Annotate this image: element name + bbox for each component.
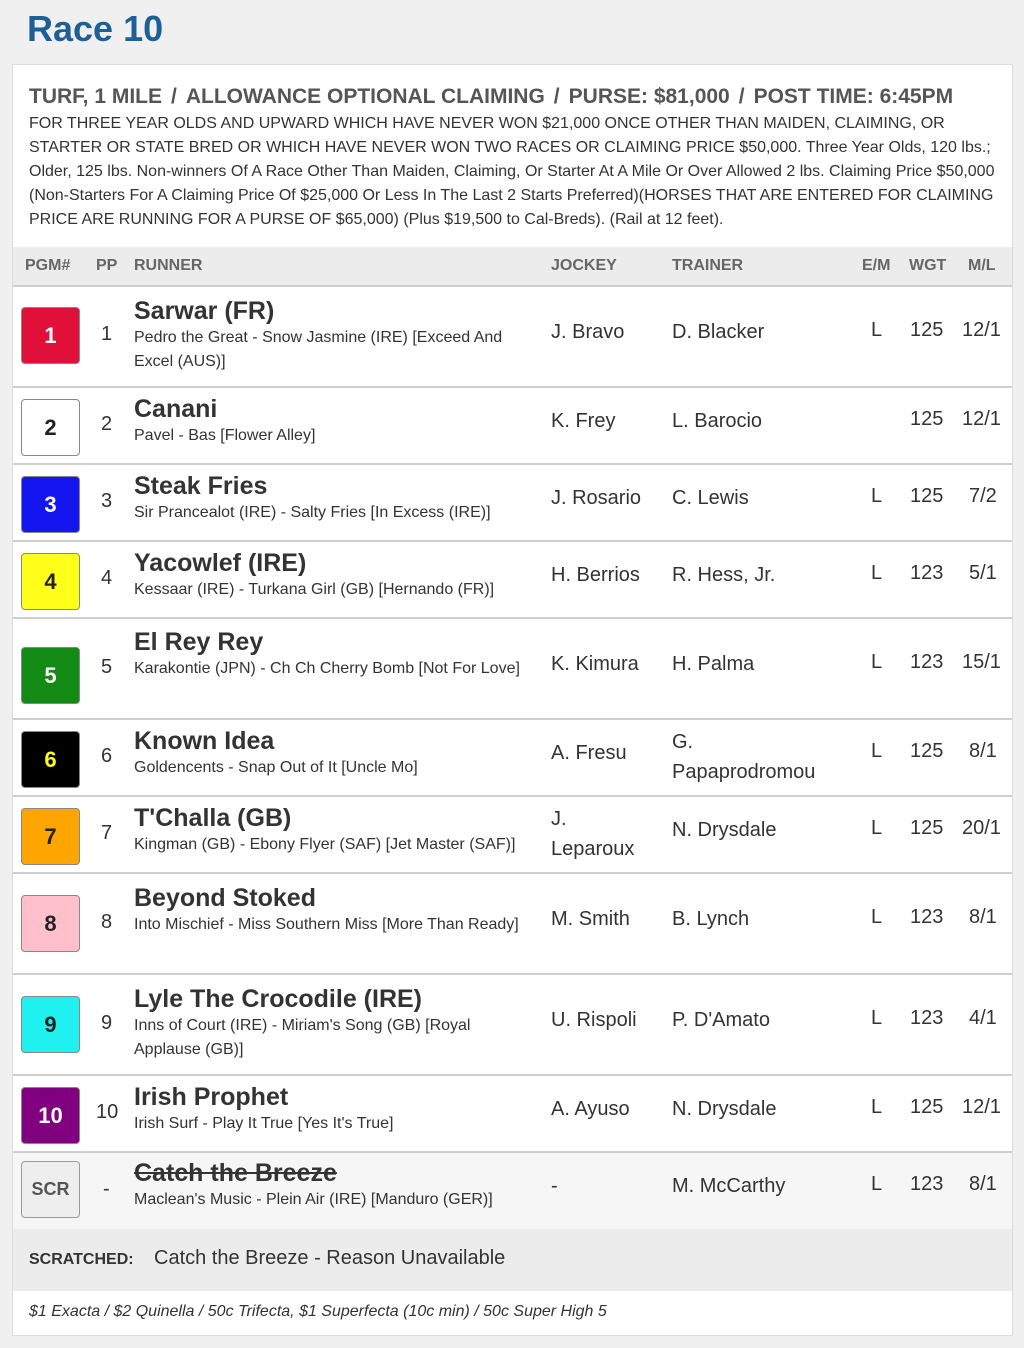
trainer-name[interactable]: R. Hess, Jr. (672, 564, 776, 586)
jockey-name[interactable]: - (551, 1175, 558, 1197)
horse-name[interactable]: Steak Fries (134, 472, 268, 500)
post-position: 9 (101, 1012, 113, 1034)
jockey-name[interactable]: A. Ayuso (551, 1098, 630, 1120)
pedigree: Kingman (GB) - Ebony Flyer (SAF) [Jet Master (SAF)] (134, 836, 516, 853)
morning-line-odds: 4/1 (969, 1007, 997, 1029)
medication-equipment: L (871, 562, 883, 584)
pedigree: Goldencents - Snap Out of It [Uncle Mo] (134, 759, 418, 776)
horse-name[interactable]: T'Challa (GB) (134, 804, 292, 832)
entry-row[interactable] (13, 720, 1012, 797)
race-info (13, 65, 1012, 247)
post-position: 8 (101, 911, 113, 933)
jockey-name[interactable]: H. Berrios (551, 564, 640, 586)
program-number-badge: 2 (21, 399, 80, 456)
medication-equipment: L (871, 817, 883, 839)
entry-row[interactable] (13, 874, 1012, 975)
medication-equipment: L (871, 651, 883, 673)
program-number-badge: SCR (21, 1161, 80, 1218)
post-position: 10 (96, 1101, 119, 1123)
morning-line-odds: 8/1 (969, 906, 997, 928)
col-header-ml: M/L (968, 257, 996, 274)
col-header-pgm: PGM# (25, 257, 71, 274)
runner-cell (134, 296, 534, 374)
morning-line-odds: 12/1 (962, 408, 1001, 430)
entry-row[interactable] (13, 1076, 1012, 1153)
trainer-name[interactable]: L. Barocio (672, 410, 763, 432)
program-number-badge: 8 (21, 895, 80, 952)
trainer-name[interactable]: G. Papaprodromou (672, 731, 816, 783)
horse-name[interactable]: Canani (134, 395, 218, 423)
jockey-name[interactable]: M. Smith (551, 908, 630, 930)
pedigree: Into Mischief - Miss Southern Miss [More Than Ready] (134, 916, 519, 933)
program-number-badge: 4 (21, 553, 80, 610)
program-number-badge: 10 (21, 1087, 80, 1144)
pedigree: Kessaar (IRE) - Turkana Girl (GB) [Hernando (FR)] (134, 581, 495, 598)
jockey-name[interactable]: K. Frey (551, 410, 616, 432)
medication-equipment: L (871, 1007, 883, 1029)
runner-cell (134, 726, 534, 780)
program-number-badge: 9 (21, 996, 80, 1053)
jockey-name[interactable]: A. Fresu (551, 742, 627, 764)
col-header-jockey: JOCKEY (551, 257, 617, 274)
col-header-pp: PP (96, 257, 118, 274)
post-position: - (103, 1178, 110, 1200)
runner-cell (134, 984, 534, 1062)
jockey-name[interactable]: J. Leparoux (551, 808, 635, 860)
jockey-name[interactable]: U. Rispoli (551, 1009, 637, 1031)
program-number-badge: 6 (21, 731, 80, 788)
race-conditions: FOR THREE YEAR OLDS AND UPWARD WHICH HAVE NEVER WON $21,000 ONCE OTHER THAN MAIDEN, CLAIMING, OR STARTER OR STATE BRED OR WHICH HAVE NEVER WON TWO RACES OR CLAIMING PRICE $50,000. Three Year Olds, 120 lbs.; Older, 125 lbs. Non-winners Of A Race Other Than Maiden, Claiming, Or Starter At A Mile Or Over Allowed 2 lbs. Claiming Price $50,000 (Non-Starters For A Claiming Price Of $25,000 Or Less In The Last 2 Starts Preferred)(HORSES THAT ARE ENTERED FOR CLAIMING PRICE ARE RUNNING FOR A PURSE OF $65,000) (Plus $19,500 to Cal-Breds). (Rail at 12 feet). (29, 115, 995, 228)
post-position: 7 (101, 822, 113, 844)
race-post-time: POST TIME: 6:45PM (753, 85, 954, 108)
program-number-badge: 3 (21, 476, 80, 533)
entry-row[interactable] (13, 975, 1012, 1076)
runner-cell (134, 803, 534, 857)
pedigree: Sir Prancealot (IRE) - Salty Fries [In Excess (IRE)] (134, 504, 491, 521)
trainer-name[interactable]: D. Blacker (672, 321, 765, 343)
trainer-name[interactable]: P. D'Amato (672, 1009, 770, 1031)
weight: 123 (910, 562, 944, 584)
jockey-name[interactable]: J. Bravo (551, 321, 625, 343)
horse-name[interactable]: Yacowlef (IRE) (134, 549, 307, 577)
weight: 123 (910, 1173, 944, 1195)
medication-equipment: L (871, 1173, 883, 1195)
entry-row[interactable] (13, 1153, 1012, 1229)
race-headline (29, 84, 996, 110)
entry-row[interactable] (13, 465, 1012, 542)
program-number-badge: 1 (21, 307, 80, 364)
pedigree: Pedro the Great - Snow Jasmine (IRE) [Exceed And Excel (AUS)] (134, 329, 503, 370)
runner-cell (134, 394, 534, 448)
morning-line-odds: 20/1 (962, 817, 1001, 839)
weight: 123 (910, 906, 944, 928)
jockey-name[interactable]: J. Rosario (551, 487, 642, 509)
post-position: 5 (101, 656, 113, 678)
race-type: ALLOWANCE OPTIONAL CLAIMING (185, 85, 545, 108)
program-number-badge: 7 (21, 808, 80, 865)
scratched-label: SCRATCHED: (29, 1251, 134, 1268)
medication-equipment: L (871, 1096, 883, 1118)
runner-cell (134, 1158, 534, 1212)
morning-line-odds: 5/1 (969, 562, 997, 584)
col-header-em: E/M (862, 257, 891, 274)
entry-row[interactable] (13, 797, 1012, 874)
scratched-panel (13, 1229, 1012, 1291)
trainer-name[interactable]: C. Lewis (672, 487, 749, 509)
medication-equipment: L (871, 906, 883, 928)
runner-cell (134, 548, 534, 602)
trainer-name[interactable]: N. Drysdale (672, 1098, 777, 1120)
morning-line-odds: 8/1 (969, 740, 997, 762)
runner-cell (134, 1082, 534, 1136)
scratched-text: Catch the Breeze - Reason Unavailable (154, 1247, 506, 1269)
pedigree: Maclean's Music - Plein Air (IRE) [Manduro (GER)] (134, 1191, 493, 1208)
runner-cell (134, 627, 534, 681)
post-position: 4 (101, 567, 113, 589)
post-position: 1 (101, 323, 113, 345)
col-header-trainer: TRAINER (672, 257, 744, 274)
horse-name[interactable]: Beyond Stoked (134, 884, 316, 912)
pedigree: Inns of Court (IRE) - Miriam's Song (GB) [Royal Applause (GB)] (134, 1017, 471, 1058)
separator: / (738, 85, 745, 108)
morning-line-odds: 7/2 (969, 485, 997, 507)
weight: 123 (910, 1007, 944, 1029)
entries-table-header (13, 247, 1012, 287)
post-position: 6 (101, 745, 113, 767)
runner-cell (134, 883, 534, 937)
program-number-badge: 5 (21, 647, 80, 704)
weight: 125 (910, 319, 944, 341)
morning-line-odds: 8/1 (969, 1173, 997, 1195)
medication-equipment: L (871, 740, 883, 762)
horse-name[interactable]: Sarwar (FR) (134, 297, 275, 325)
weight: 125 (910, 817, 944, 839)
separator: / (553, 85, 560, 108)
medication-equipment: L (871, 319, 883, 341)
col-header-wgt: WGT (909, 257, 947, 274)
entry-row[interactable] (13, 619, 1012, 720)
horse-name[interactable]: Catch the Breeze (134, 1159, 337, 1187)
race-surface-distance: TURF, 1 MILE (29, 85, 163, 108)
horse-name[interactable]: Known Idea (134, 727, 275, 755)
pedigree: Karakontie (JPN) - Ch Ch Cherry Bomb [Not For Love] (134, 660, 520, 677)
weight: 125 (910, 408, 944, 430)
race-card (12, 64, 1013, 1336)
weight: 125 (910, 485, 944, 507)
morning-line-odds: 12/1 (962, 1096, 1001, 1118)
pedigree: Pavel - Bas [Flower Alley] (134, 427, 316, 444)
trainer-name[interactable]: N. Drysdale (672, 819, 777, 841)
morning-line-odds: 12/1 (962, 319, 1001, 341)
weight: 125 (910, 1096, 944, 1118)
trainer-name[interactable]: H. Palma (672, 653, 755, 675)
morning-line-odds: 15/1 (962, 651, 1001, 673)
entry-row[interactable] (13, 542, 1012, 619)
post-position: 3 (101, 490, 113, 512)
entries-list (13, 287, 1012, 1229)
medication-equipment: L (871, 485, 883, 507)
horse-name[interactable]: Lyle The Crocodile (IRE) (134, 985, 423, 1013)
horse-name[interactable]: Irish Prophet (134, 1083, 289, 1111)
wagers-text: $1 Exacta / $2 Quinella / 50c Trifecta, $1 Superfecta (10c min) / 50c Super High 5 (29, 1303, 607, 1320)
trainer-name[interactable]: B. Lynch (672, 908, 750, 930)
horse-name[interactable]: El Rey Rey (134, 628, 264, 656)
weight: 123 (910, 651, 944, 673)
race-title: Race 10 (27, 8, 164, 49)
entry-row[interactable] (13, 388, 1012, 465)
trainer-name[interactable]: M. McCarthy (672, 1175, 786, 1197)
race-purse: PURSE: $81,000 (568, 85, 730, 108)
runner-cell (134, 471, 534, 525)
post-position: 2 (101, 413, 113, 435)
entry-row[interactable] (13, 287, 1012, 388)
jockey-name[interactable]: K. Kimura (551, 653, 639, 675)
weight: 125 (910, 740, 944, 762)
separator: / (171, 85, 177, 108)
pedigree: Irish Surf - Play It True [Yes It's True] (134, 1115, 394, 1132)
col-header-runner: RUNNER (134, 257, 203, 274)
